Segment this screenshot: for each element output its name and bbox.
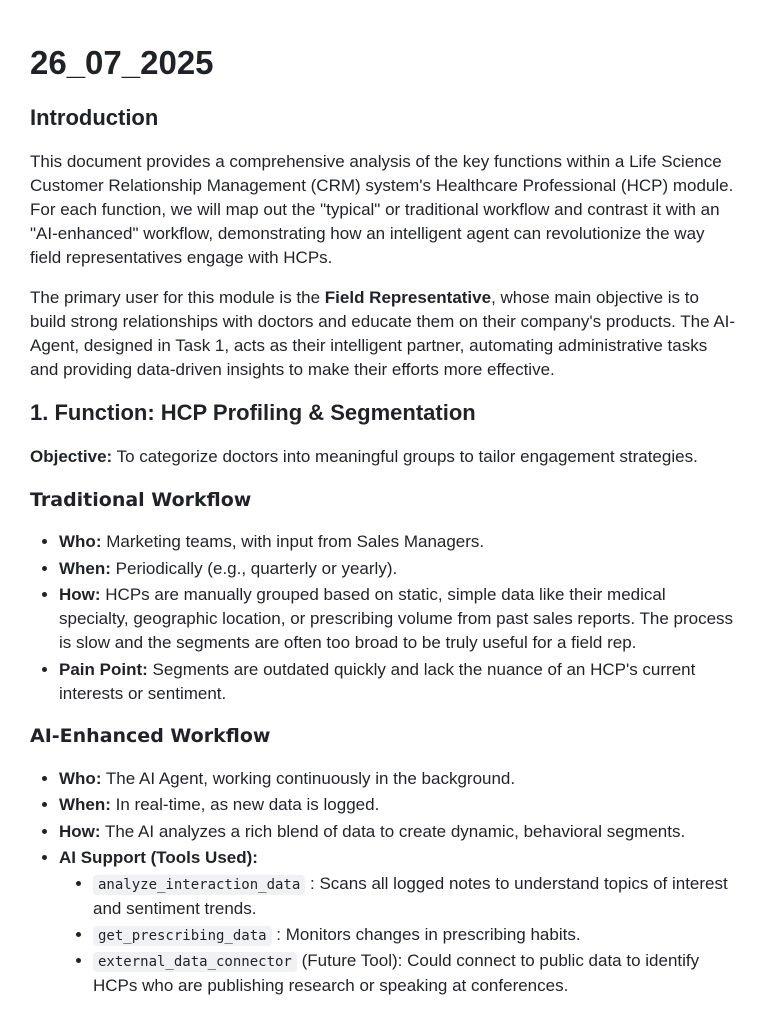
tool-item	[93, 923, 738, 948]
list-item	[59, 557, 738, 581]
list-item-label: How:	[59, 821, 101, 841]
objective-label: Objective:	[30, 447, 113, 466]
list-item	[59, 767, 738, 791]
list-item-label: When:	[59, 558, 111, 578]
intro-paragraph-1: This document provides a comprehensive analysis of the key functions within a Life Science Customer Relationship Management (CRM) system's Healthcare Professional (HCP) module. For each function, we will map out the "typical" or traditional workflow and contrast it with an "AI-enhanced" workflow, demonstrating how an intelligent agent can revolutionize the way field representatives engage with HCPs.	[30, 152, 734, 267]
objective-text: To categorize doctors into meaningful groups to tailor engagement strategies.	[112, 447, 698, 466]
list-item-label: Who:	[59, 532, 102, 551]
ai-enhanced-workflow-list	[30, 767, 738, 999]
tool-code: get_prescribing_data	[93, 926, 272, 946]
list-item-text: The AI analyzes a rich blend of data to create dynamic, behavioral segments.	[100, 821, 686, 841]
list-item-label: AI Support (Tools Used):	[59, 848, 258, 867]
intro-paragraph-2	[30, 286, 738, 382]
section-1-heading: 1. Function: HCP Profiling & Segmentation	[30, 400, 476, 425]
ai-tools-list	[59, 872, 738, 998]
intro-p2-after: , whose main objective is to build strong relationships with doctors and educate them on their company's products. The AI-Agent, designed in Task 1, acts as their intelligent partner, automating administrative tasks and providing data-driven insights to make their efforts more effective.	[30, 288, 736, 379]
list-item	[59, 658, 738, 706]
introduction-heading: Introduction	[30, 105, 159, 130]
list-item-label: Who:	[59, 768, 102, 788]
tool-description: (Future Tool): Could connect to public data to identify HCPs who are publishing research or speaking at conferences.	[93, 951, 700, 995]
tool-item	[93, 949, 738, 998]
list-item	[59, 846, 738, 998]
tool-item	[93, 872, 738, 921]
list-item-text: Marketing teams, with input from Sales Managers.	[101, 532, 485, 551]
list-item	[59, 793, 738, 817]
list-item-label: Pain Point:	[59, 659, 148, 679]
field-representative-bold: Field Representative	[324, 288, 492, 307]
list-item-text: Periodically (e.g., quarterly or yearly).	[110, 558, 398, 578]
intro-p2-before: The primary user for this module is the	[30, 288, 325, 307]
traditional-workflow-heading: Traditional Workflow	[30, 489, 252, 511]
list-item-text: The AI Agent, working continuously in the background.	[101, 768, 516, 788]
list-item	[59, 820, 738, 844]
traditional-workflow-list	[30, 530, 738, 706]
list-item-text: In real-time, as new data is logged.	[110, 795, 380, 814]
objective-paragraph	[30, 445, 738, 469]
tool-code: external_data_connector	[93, 952, 297, 972]
list-item-text: Segments are outdated quickly and lack the nuance of an HCP's current interests or sentiment.	[59, 659, 696, 703]
tool-code: analyze_interaction_data	[93, 875, 305, 895]
list-item	[59, 530, 738, 554]
tool-description: : Monitors changes in prescribing habits.	[271, 924, 581, 944]
tool-description: : Scans all logged notes to understand topics of interest and sentiment trends.	[93, 874, 728, 918]
document-title: 26_07_2025	[30, 44, 214, 81]
list-item-label: How:	[59, 585, 101, 604]
list-item-label: When:	[59, 795, 111, 814]
ai-enhanced-workflow-heading: AI-Enhanced Workflow	[30, 724, 271, 747]
list-item	[59, 583, 738, 655]
list-item-text: HCPs are manually grouped based on static, simple data like their medical specialty, geographic location, or prescribing volume from past sales reports. The process is slow and the segments are often too broad to be truly useful for a field rep.	[59, 585, 734, 652]
